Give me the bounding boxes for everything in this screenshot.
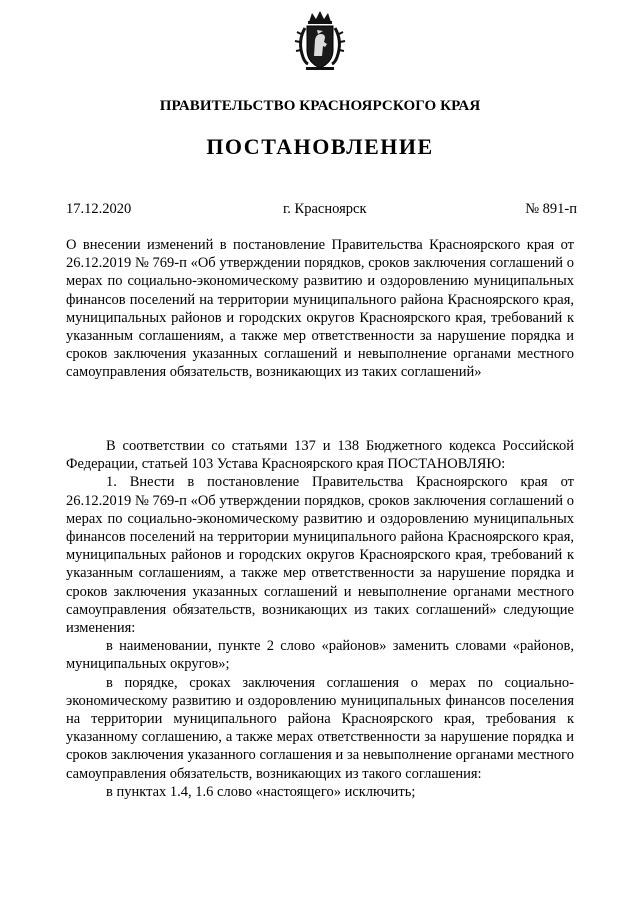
document-type-heading: ПОСТАНОВЛЕНИЕ — [206, 134, 434, 159]
document-city: г. Красноярск — [283, 201, 367, 217]
document-body — [66, 437, 574, 801]
body-paragraph: В соответствии со статьями 137 и 138 Бюджетного кодекса Российской Федерации, статьей 103 Устава Красноярского края ПОСТАНОВЛЯЮ: — [66, 438, 574, 473]
document-number: № 891-п — [525, 201, 577, 217]
body-paragraph: в порядке, сроках заключения соглашения о мерах по социально-экономическому развитию и оздоровлению муниципальных финансов поселения на территории муниципального района Красноярского края, требования к указанному соглашению, а также мерах ответственности за нарушение порядка и сроков заключения указанного соглашения и за невыполнение органами местного самоуправления обязательств, возникающих из такого соглашения: — [66, 674, 574, 782]
krasnoyarsk-coat-of-arms-icon — [294, 10, 346, 72]
document-date: 17.12.2020 — [66, 201, 132, 217]
document-title: О внесении изменений в постановление Правительства Красноярского края от 26.12.2019 № 769-п «Об утверждении порядков, сроков заключения соглашений о мерах по социально-экономическому развитию и оздоровлению муниципальных финансов поселений на территории муниципального района Красноярского края, муниципальных районов и городских округов Красноярского края, требований к указанным соглашениям, а также мер ответственности за нарушение порядка и сроков заключения указанных соглашений и невыполнение органами местного самоуправления обязательств, возникающих из таких соглашений» — [66, 237, 574, 381]
body-paragraph: 1. Внести в постановление Правительства Красноярского края от 26.12.2019 № 769-п «Об утверждении порядков, сроков заключения соглашений о мерах по социально-экономическому развитию и оздоровлению муниципальных финансов поселений на территории муниципального района Красноярского края, муниципальных районов и городских округов Красноярского края, требований к указанным соглашениям, а также мер ответственности за нарушение порядка и сроков заключения указанных соглашений и невыполнение органами местного самоуправления обязательств, возникающих из таких соглашений» следующие изменения: — [66, 474, 574, 637]
body-paragraph: в пунктах 1.4, 1.6 слово «настоящего» исключить; — [106, 783, 416, 800]
body-paragraph: в наименовании, пункте 2 слово «районов» заменить словами «районов, муниципальных округов»; — [66, 638, 574, 673]
government-name: ПРАВИТЕЛЬСТВО КРАСНОЯРСКОГО КРАЯ — [159, 98, 481, 114]
